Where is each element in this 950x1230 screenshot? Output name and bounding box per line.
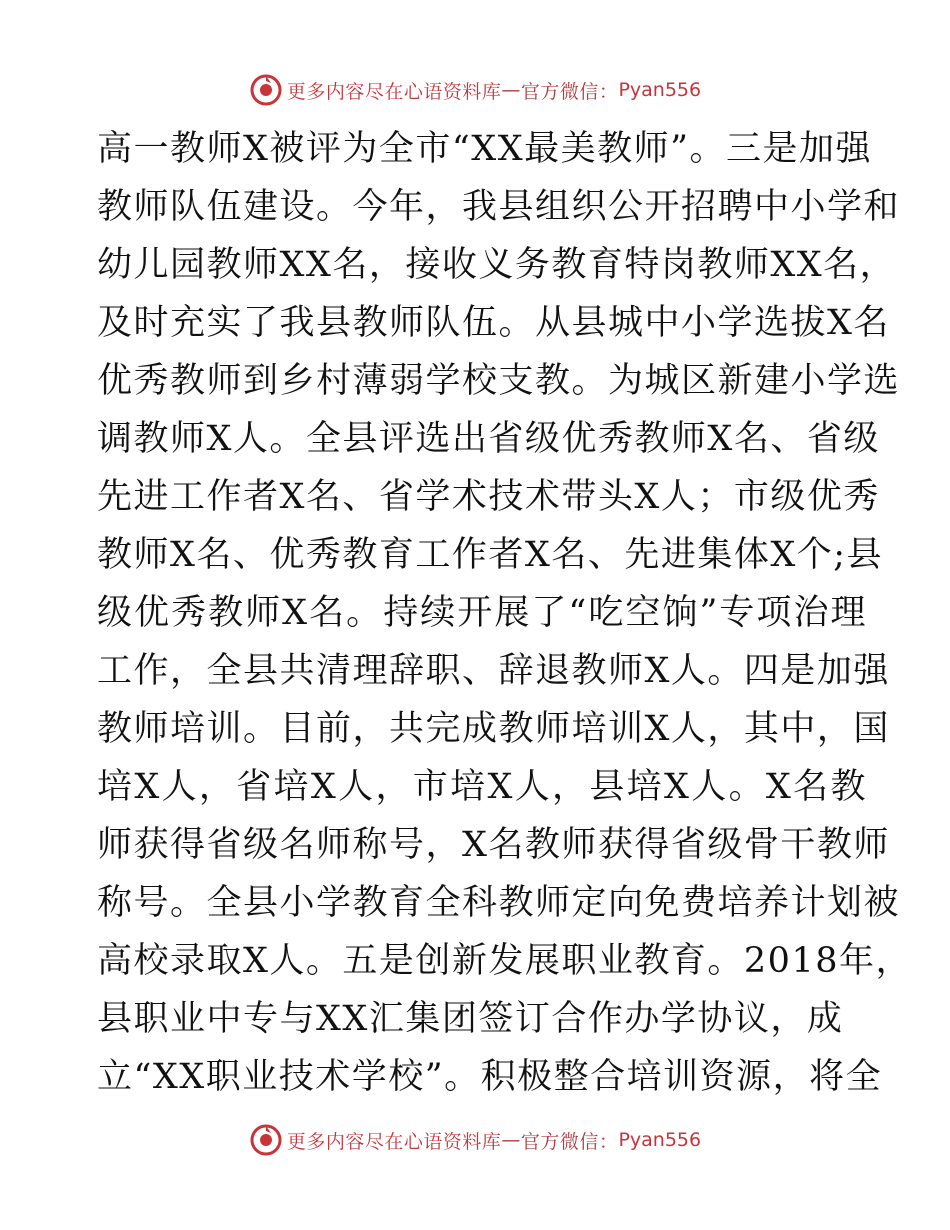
body-line: 教师培训。目前，共完成教师培训X人，其中，国 [97,709,890,749]
watermark-dash: — [501,79,521,101]
body-line: 幼儿园教师XX名，接收义务教育特岗教师XX名， [97,245,897,285]
body-line: 先进工作者X名、省学术技术带头X人；市级优秀 [97,477,880,517]
watermark-main-text: 更多内容尽在心语资料库 [286,1130,502,1153]
logo-icon [249,73,283,107]
body-line: 县职业中专与XX汇集团签订合作办学协议，成 [97,999,844,1039]
body-line: 优秀教师到乡村薄弱学校支教。为城区新建小学选 [97,361,901,401]
watermark-sub-text: 官方微信： [520,1130,619,1153]
body-line: 高校录取X人。五是创新发展职业教育。2018年， [97,941,912,981]
body-line: 教师X名、优秀教育工作者X名、先进集体X个;县 [97,535,884,575]
body-line: 及时充实了我县教师队伍。从县城中小学选拔X名 [97,303,890,343]
logo-icon [249,1123,283,1157]
watermark-sub-text: 官方微信： [520,80,619,103]
footer-watermark [0,1120,950,1160]
watermark-main-text: 更多内容尽在心语资料库 [286,80,502,103]
watermark-contact: Pyan556 [618,1129,702,1151]
body-line: 调教师X人。全县评选出省级优秀教师X名、省级 [97,419,880,459]
body-line: 称号。全县小学教育全科教师定向免费培养计划被 [97,883,901,923]
header-watermark [0,70,950,110]
body-line: 教师队伍建设。今年，我县组织公开招聘中小学和 [97,187,901,227]
document-body [97,120,912,1106]
watermark-contact: Pyan556 [618,79,702,101]
body-line: 师获得省级名师称号，X名教师获得省级骨干教师 [97,825,890,865]
body-line: 立“XX职业技术学校”。积极整合培训资源，将全 [97,1057,883,1097]
body-line: 工作，全县共清理辞职、辞退教师X人。四是加强 [97,651,890,691]
watermark-dash: — [501,1129,521,1151]
body-line: 级优秀教师X名。持续开展了“吃空饷”专项治理 [97,593,867,633]
body-line: 高一教师X被评为全市“XX最美教师”。三是加强 [97,129,873,169]
body-line: 培X人，省培X人，市培X人，县培X人。X名教 [97,767,867,807]
